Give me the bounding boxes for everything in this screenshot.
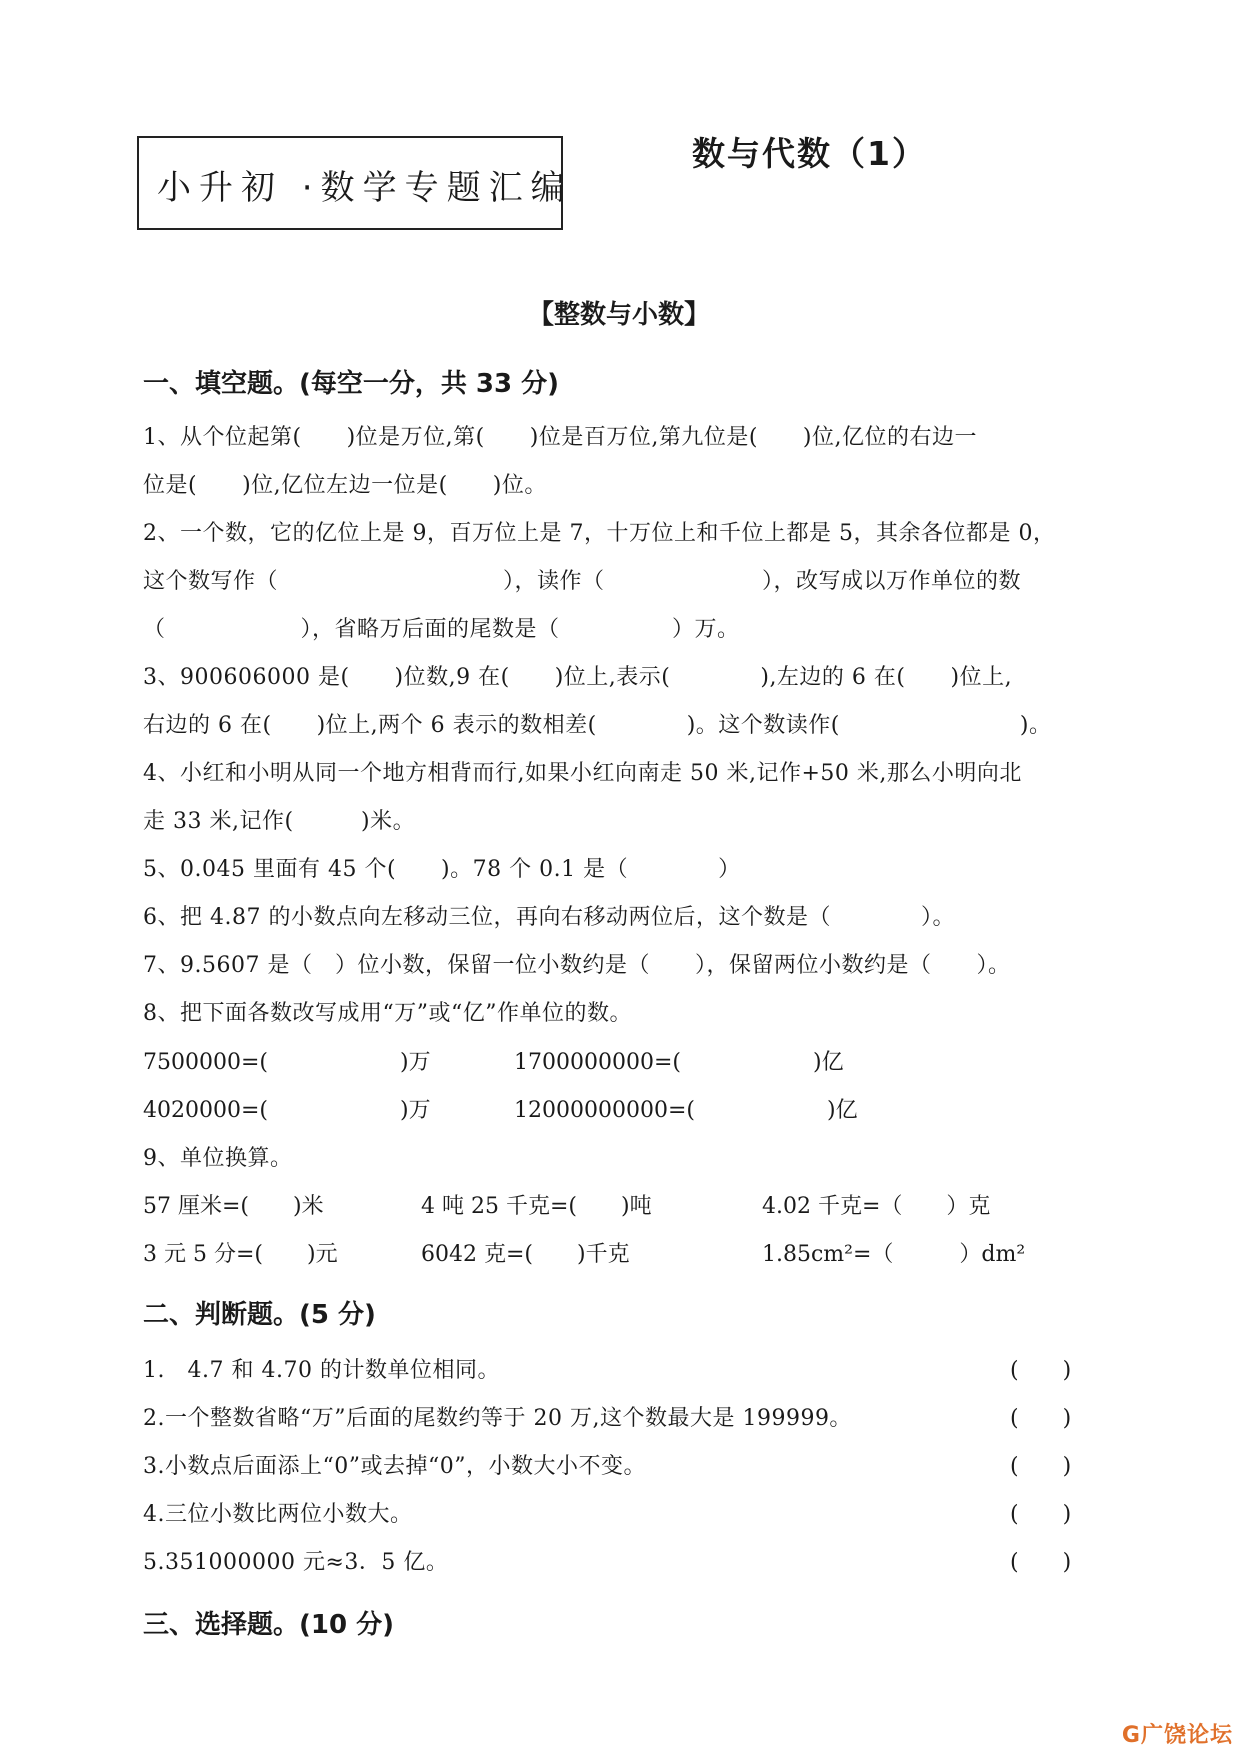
watermark xyxy=(1122,1718,1233,1749)
judge-answer-blank: ( ) xyxy=(1010,1358,1072,1383)
series-title: 小升初 ·数学专题汇编 xyxy=(157,168,573,208)
q2-line2: 这个数写作（ ），读作（ ），改写成以万作单位的数 xyxy=(143,569,1022,594)
judge-answer-blank: ( ) xyxy=(1010,1550,1072,1575)
q7-line: 7、9.5607 是（ ）位小数，保留一位小数约是（ ），保留两位小数约是（ ）。 xyxy=(143,953,1011,978)
q2-line3: （ ），省略万后面的尾数是（ ）万。 xyxy=(143,617,740,642)
q9-item: 57 厘米=( )米 xyxy=(143,1194,324,1219)
judge-item: 3.小数点后面添上“0”或去掉“0”，小数大小不变。 xyxy=(143,1454,646,1479)
judge-item: 2.一个整数省略“万”后面的尾数约等于 20 万,这个数最大是 199999。 xyxy=(143,1406,852,1431)
part1-heading: 一、填空题。(每空一分，共 33 分) xyxy=(143,369,560,399)
q4-line1: 4、小红和小明从同一个地方相背而行,如果小红向南走 50 米,记作+50 米,那么小明向北 xyxy=(143,761,1022,786)
q9-line: 9、单位换算。 xyxy=(143,1146,293,1171)
judge-item: 1. 4.7 和 4.70 的计数单位相同。 xyxy=(143,1358,500,1383)
judge-answer-blank: ( ) xyxy=(1010,1502,1072,1527)
q4-line2: 走 33 米,记作( )米。 xyxy=(143,809,416,834)
judge-item: 4.三位小数比两位小数大。 xyxy=(143,1502,413,1527)
q8-item: 12000000000=( )亿 xyxy=(514,1098,858,1123)
q2-line1: 2、一个数，它的亿位上是 9，百万位上是 7，十万位上和千位上都是 5，其余各位都是 0， xyxy=(143,521,1056,546)
q8-item: 4020000=( )万 xyxy=(143,1098,431,1123)
q1-line2: 位是( )位,亿位左边一位是( )位。 xyxy=(143,473,547,498)
watermark-text: 广饶论坛 xyxy=(1140,1723,1233,1748)
judge-item: 5.351000000 元≈3．5 亿。 xyxy=(143,1550,449,1575)
judge-answer-blank: ( ) xyxy=(1010,1406,1072,1431)
q9-item: 4 吨 25 千克=( )吨 xyxy=(421,1194,652,1219)
judge-answer-blank: ( ) xyxy=(1010,1454,1072,1479)
q3-line1: 3、900606000 是( )位数,9 在( )位上,表示( ),左边的 6 在( )位上, xyxy=(143,665,1013,690)
main-title: 数与代数（1） xyxy=(692,134,927,173)
q8-item: 1700000000=( )亿 xyxy=(514,1050,844,1075)
section-title: 【整数与小数】 xyxy=(528,300,711,330)
q8-line: 8、把下面各数改写成用“万”或“亿”作单位的数。 xyxy=(143,1001,632,1026)
q9-item: 3 元 5 分=( )元 xyxy=(143,1242,338,1267)
q6-line: 6、把 4.87 的小数点向左移动三位，再向右移动两位后，这个数是（ ）。 xyxy=(143,905,955,930)
part2-heading: 二、判断题。(5 分) xyxy=(143,1300,376,1330)
watermark-logo-icon: G xyxy=(1121,1723,1141,1748)
part3-heading: 三、选择题。(10 分) xyxy=(143,1610,394,1640)
q9-item: 6042 克=( )千克 xyxy=(421,1242,630,1267)
q1-line1: 1、从个位起第( )位是万位,第( )位是百万位,第九位是( )位,亿位的右边一 xyxy=(143,425,977,450)
q5-line: 5、0.045 里面有 45 个( )。78 个 0.1 是（ ） xyxy=(143,857,741,882)
series-title-box xyxy=(137,136,573,230)
q9-item: 4.02 千克=（ ）克 xyxy=(762,1194,991,1219)
q3-line2: 右边的 6 在( )位上,两个 6 表示的数相差( )。这个数读作( )。 xyxy=(143,713,1052,738)
q8-item: 7500000=( )万 xyxy=(143,1050,431,1075)
q9-item: 1.85cm²=（ ）dm² xyxy=(762,1242,1026,1267)
